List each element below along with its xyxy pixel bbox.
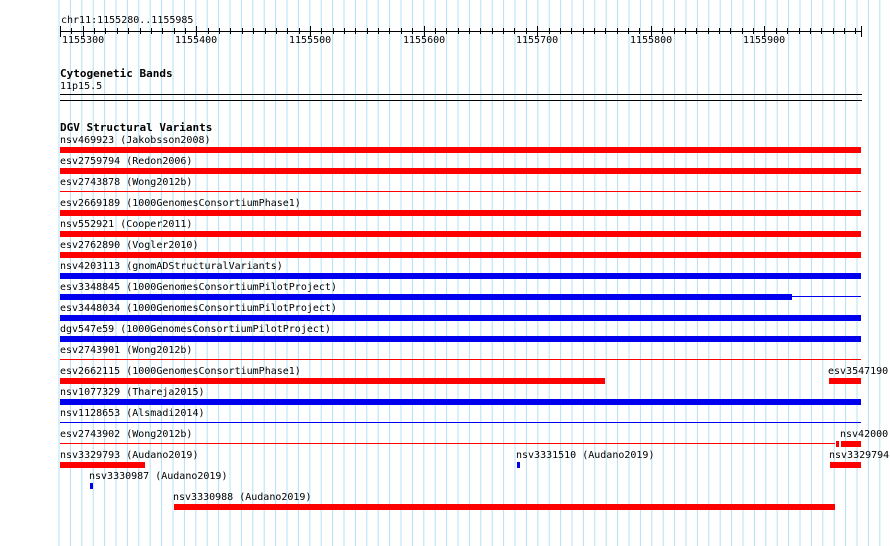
ruler-minor-tick (480, 28, 481, 34)
ruler-minor-tick (730, 28, 731, 34)
ruler-minor-tick (776, 28, 777, 34)
variant-label[interactable]: nsv3329794 (829, 450, 890, 461)
ruler-minor-tick (94, 28, 95, 34)
variant-label[interactable]: nsv552921 (Cooper2011) (60, 219, 193, 230)
ruler-minor-tick (299, 28, 300, 34)
ruler-minor-tick (526, 28, 527, 34)
ruler-minor-tick (514, 28, 515, 34)
variant-bar[interactable] (60, 168, 861, 174)
variant-label[interactable]: esv2669189 (1000GenomesConsortiumPhase1) (60, 198, 301, 209)
cytoband-label: 11p15.5 (60, 81, 103, 92)
dgv-track-title: DGV Structural Variants (60, 121, 213, 134)
ruler-minor-tick (446, 28, 447, 34)
variant-line[interactable] (60, 191, 861, 192)
ruler-tick-label: 1155900 (743, 35, 786, 46)
variant-label[interactable]: esv2662115 (1000GenomesConsortiumPhase1) (60, 366, 301, 377)
variant-label[interactable]: esv2743878 (Wong2012b) (60, 177, 193, 188)
ruler-minor-tick (685, 28, 686, 34)
ruler-title: chr11:1155280..1155985 (61, 15, 194, 26)
ruler-minor-tick (185, 28, 186, 34)
ruler-tick-label: 1155400 (175, 35, 218, 46)
variant-bar[interactable] (60, 294, 792, 300)
ruler-minor-tick (367, 28, 368, 34)
ruler-minor-tick (492, 28, 493, 34)
variant-label[interactable]: esv2759794 (Redon2006) (60, 156, 193, 167)
ruler-minor-tick (242, 28, 243, 34)
ruler-minor-tick (662, 28, 663, 34)
ruler-minor-tick (140, 28, 141, 34)
ruler-minor-tick (810, 28, 811, 34)
variant-mark[interactable] (517, 462, 520, 468)
cytoband-band-bottom (60, 100, 862, 101)
ruler-end-tick (861, 26, 862, 37)
variant-bar[interactable] (60, 210, 861, 216)
variant-bar[interactable] (174, 504, 835, 510)
ruler-minor-tick (753, 28, 754, 34)
ruler-tick-label: 1155500 (289, 35, 332, 46)
ruler-minor-tick (128, 28, 129, 34)
ruler-minor-tick (219, 28, 220, 34)
variant-label[interactable]: nsv1077329 (Thareja2015) (60, 387, 205, 398)
cytoband-track-title: Cytogenetic Bands (60, 67, 173, 80)
variant-bar[interactable] (60, 399, 861, 405)
ruler-minor-tick (344, 28, 345, 34)
variant-label[interactable]: nsv3330987 (Audano2019) (89, 471, 228, 482)
ruler-minor-tick (458, 28, 459, 34)
ruler-minor-tick (117, 28, 118, 34)
ruler-minor-tick (253, 28, 254, 34)
ruler-minor-tick (708, 28, 709, 34)
variant-label[interactable]: nsv469923 (Jakobsson2008) (60, 135, 211, 146)
variant-bar[interactable] (830, 462, 861, 468)
variant-label[interactable]: esv3448034 (1000GenomesConsortiumPilotProject) (60, 303, 337, 314)
ruler-minor-tick (617, 28, 618, 34)
variant-bar[interactable] (60, 273, 861, 279)
variant-label[interactable]: nsv42000 (840, 429, 889, 440)
cytoband-band-top (60, 94, 862, 95)
ruler-tick-label: 1155300 (62, 35, 105, 46)
variant-label[interactable]: esv3547190 (828, 366, 889, 377)
ruler-minor-tick (560, 28, 561, 34)
variant-mark[interactable] (90, 483, 93, 489)
variant-label[interactable]: nsv1128653 (Alsmadi2014) (60, 408, 205, 419)
variant-label[interactable]: esv2762890 (Vogler2010) (60, 240, 199, 251)
variant-line[interactable] (60, 443, 835, 444)
variant-bar[interactable] (60, 378, 605, 384)
ruler-minor-tick (594, 28, 595, 34)
ruler-minor-tick (265, 28, 266, 34)
variant-bar[interactable] (60, 231, 861, 237)
ruler-minor-tick (719, 28, 720, 34)
ruler-minor-tick (105, 28, 106, 34)
ruler-minor-tick (469, 28, 470, 34)
variant-label[interactable]: esv3348845 (1000GenomesConsortiumPilotProject) (60, 282, 337, 293)
ruler-minor-tick (787, 28, 788, 34)
ruler-minor-tick (174, 28, 175, 34)
variant-label[interactable]: nsv3330988 (Audano2019) (173, 492, 312, 503)
ruler-minor-tick (605, 28, 606, 34)
ruler-tick-label: 1155700 (516, 35, 559, 46)
ruler-tick-label: 1155600 (403, 35, 446, 46)
variant-label[interactable]: dgv547e59 (1000GenomesConsortiumPilotProject) (60, 324, 331, 335)
ruler-minor-tick (71, 28, 72, 34)
variant-mark[interactable] (836, 441, 839, 447)
ruler-minor-tick (742, 28, 743, 34)
ruler-axis (61, 31, 861, 32)
ruler-minor-tick (333, 28, 334, 34)
variant-label[interactable]: nsv3329793 (Audano2019) (60, 450, 199, 461)
variant-bar[interactable] (60, 462, 145, 468)
variant-label[interactable]: esv2743901 (Wong2012b) (60, 345, 193, 356)
variant-bar[interactable] (60, 252, 861, 258)
ruler-minor-tick (696, 28, 697, 34)
ruler-minor-tick (162, 28, 163, 34)
ruler-minor-tick (355, 28, 356, 34)
ruler-minor-tick (639, 28, 640, 34)
ruler-minor-tick (208, 28, 209, 34)
variant-line[interactable] (60, 359, 861, 360)
ruler-minor-tick (412, 28, 413, 34)
ruler-minor-tick (549, 28, 550, 34)
variant-bar[interactable] (841, 441, 861, 447)
variant-line[interactable] (60, 422, 861, 423)
ruler-minor-tick (571, 28, 572, 34)
ruler-tick-label: 1155800 (630, 35, 673, 46)
ruler-minor-tick (503, 28, 504, 34)
ruler-minor-tick (844, 28, 845, 34)
ruler-minor-tick (151, 28, 152, 34)
ruler-minor-tick (321, 28, 322, 34)
ruler-minor-tick (674, 28, 675, 34)
ruler-minor-tick (799, 28, 800, 34)
ruler-minor-tick (583, 28, 584, 34)
ruler-minor-tick (855, 28, 856, 34)
variant-line[interactable] (792, 296, 861, 297)
ruler-minor-tick (401, 28, 402, 34)
ruler-end-tick (60, 26, 61, 37)
ruler-minor-tick (628, 28, 629, 34)
ruler-minor-tick (833, 28, 834, 34)
ruler-minor-tick (378, 28, 379, 34)
variant-bar[interactable] (60, 315, 861, 321)
ruler-minor-tick (821, 28, 822, 34)
ruler-minor-tick (276, 28, 277, 34)
ruler-minor-tick (435, 28, 436, 34)
variant-bar[interactable] (60, 336, 861, 342)
ruler-minor-tick (389, 28, 390, 34)
variant-label[interactable]: nsv4203113 (gnomADStructuralVariants) (60, 261, 283, 272)
variant-label[interactable]: esv2743902 (Wong2012b) (60, 429, 193, 440)
variant-bar[interactable] (829, 378, 861, 384)
variant-label[interactable]: nsv3331510 (Audano2019) (516, 450, 655, 461)
variant-bar[interactable] (60, 147, 861, 153)
ruler-minor-tick (287, 28, 288, 34)
ruler-minor-tick (230, 28, 231, 34)
